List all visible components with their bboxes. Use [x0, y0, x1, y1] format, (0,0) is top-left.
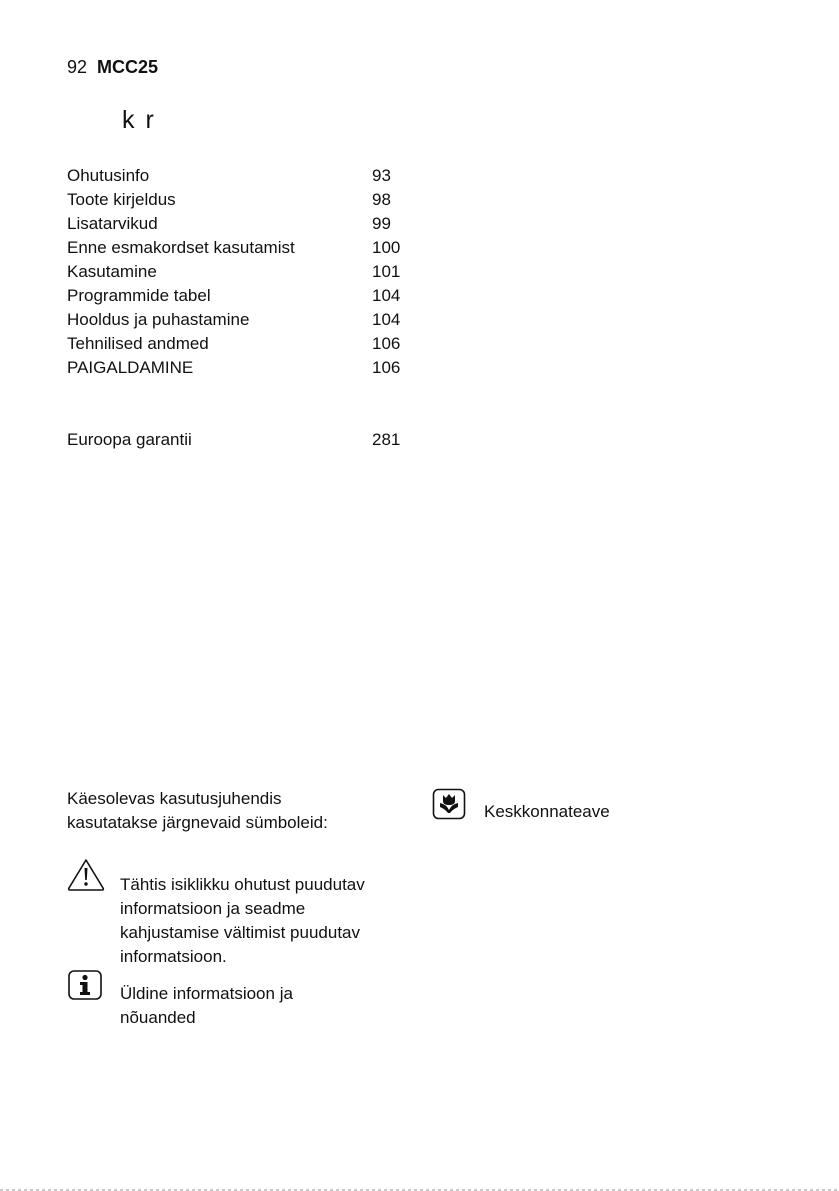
warning-triangle-icon: [67, 858, 105, 892]
toc-entry[interactable]: [67, 188, 412, 212]
symbols-intro: [67, 787, 407, 835]
info-text: [120, 982, 420, 1030]
toc-entry[interactable]: [67, 356, 412, 380]
model-name: MCC25: [97, 57, 159, 77]
toc-entry[interactable]: [67, 284, 412, 308]
toc-page: 100: [372, 238, 401, 257]
info-icon: [67, 969, 103, 1001]
page-number: 92: [67, 57, 88, 77]
text-line: nõuanded: [120, 1008, 196, 1027]
toc-label: Ohutusinfo: [67, 166, 150, 185]
toc-label: Kasutamine: [67, 262, 157, 281]
toc-label: Euroopa garantii: [67, 430, 192, 449]
warning-text: [120, 873, 420, 969]
table-of-contents: [67, 164, 412, 452]
toc-entry[interactable]: [67, 212, 412, 236]
toc-entry[interactable]: [67, 428, 412, 452]
text-line: Tähtis isiklikku ohutust puudutav: [120, 875, 365, 894]
page-header: [67, 57, 158, 78]
toc-page: 98: [372, 190, 391, 209]
toc-page: 99: [372, 214, 391, 233]
text-line: informatsioon ja seadme: [120, 899, 306, 918]
toc-label: Lisatarvikud: [67, 214, 158, 233]
toc-entry[interactable]: [67, 332, 412, 356]
toc-page: 281: [372, 430, 401, 449]
toc-entry[interactable]: [67, 236, 412, 260]
toc-label: Tehnilised andmed: [67, 334, 209, 353]
toc-page: 106: [372, 358, 401, 377]
page-title: k r: [122, 106, 156, 134]
toc-label: Hooldus ja puhastamine: [67, 310, 250, 329]
toc-entry[interactable]: [67, 260, 412, 284]
text-line: kahjustamise vältimist puudutav: [120, 923, 361, 942]
environment-flower-icon: [432, 788, 466, 820]
toc-entry[interactable]: [67, 164, 412, 188]
toc-page: 93: [372, 166, 391, 185]
toc-page: 104: [372, 286, 401, 305]
environment-label: Keskkonnateave: [484, 802, 610, 821]
text-line: informatsioon.: [120, 947, 227, 966]
toc-label: Enne esmakordset kasutamist: [67, 238, 295, 257]
toc-page: 106: [372, 334, 401, 353]
intro-line: Käesolevas kasutusjuhendis: [67, 789, 282, 808]
toc-page: 101: [372, 262, 401, 281]
toc-label: Programmide tabel: [67, 286, 211, 305]
toc-entry[interactable]: [67, 308, 412, 332]
toc-label: Toote kirjeldus: [67, 190, 176, 209]
toc-label: PAIGALDAMINE: [67, 358, 194, 377]
toc-page: 104: [372, 310, 401, 329]
intro-line: kasutatakse järgnevaid sümboleid:: [67, 813, 328, 832]
text-line: Üldine informatsioon ja: [120, 984, 293, 1003]
